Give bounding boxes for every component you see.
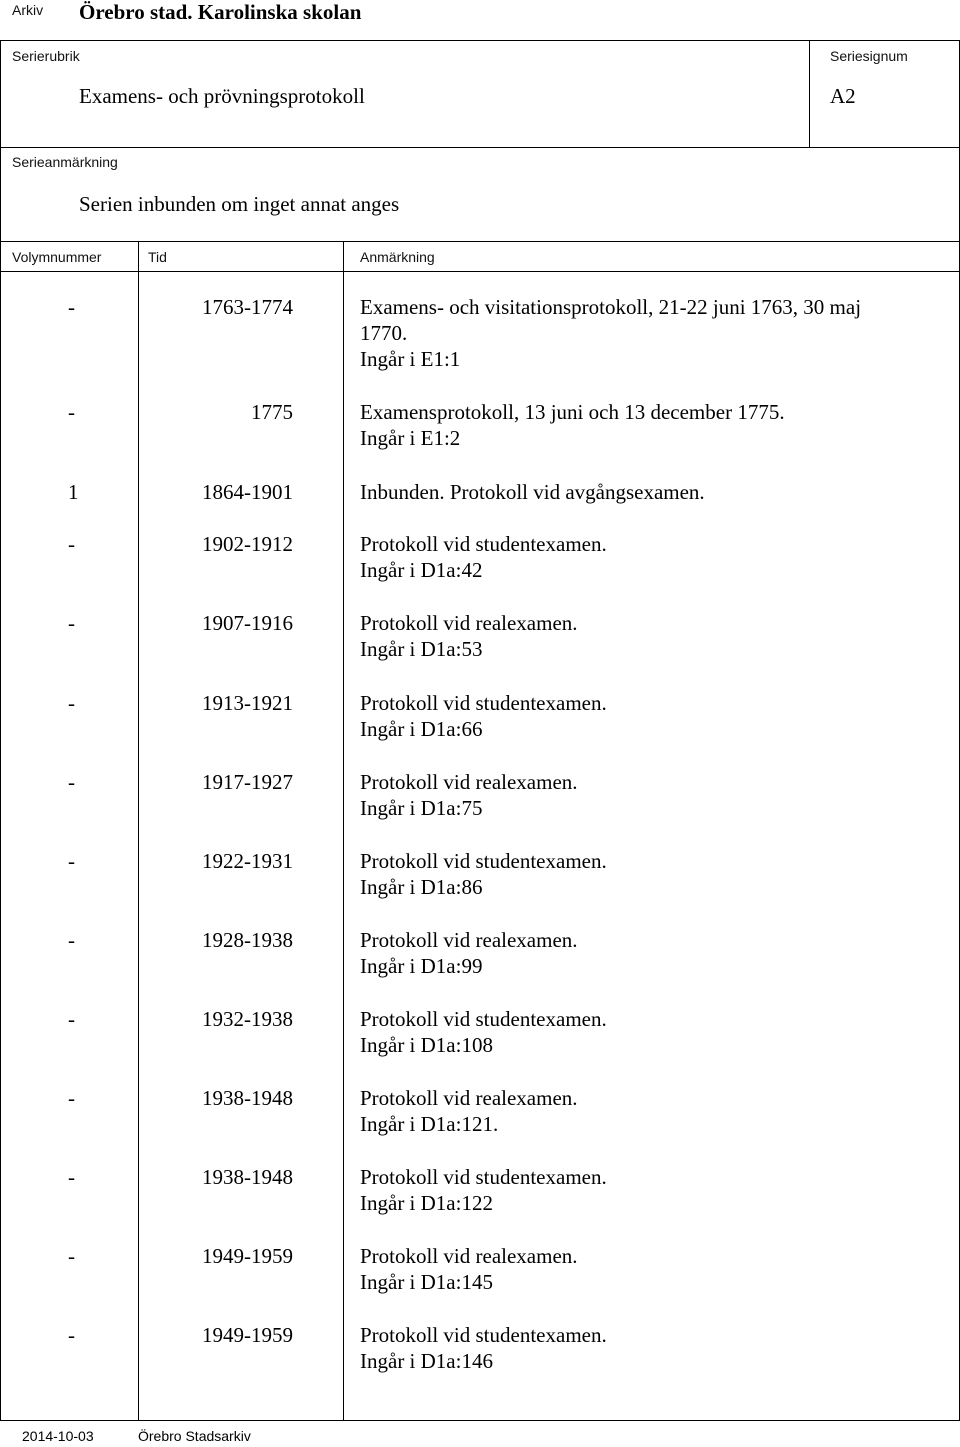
row-volymnummer-text: - xyxy=(68,532,75,556)
row-volymnummer-text: - xyxy=(68,1244,75,1268)
row-tid-text: 1932-1938 xyxy=(202,1007,293,1031)
row-tid-text: 1949-1959 xyxy=(202,1244,293,1268)
row-anmarkning-line: Inbunden. Protokoll vid avgångsexamen. xyxy=(360,480,705,504)
row-anmarkning xyxy=(360,399,920,451)
row-anmarkning-line: Ingår i D1a:122 xyxy=(360,1191,493,1215)
serierubrik-label: Serierubrik xyxy=(12,48,80,64)
row-volymnummer-text: - xyxy=(68,1165,75,1189)
columns-bottom-line xyxy=(0,271,960,272)
row-volymnummer-text: - xyxy=(68,928,75,952)
row-anmarkning-line: Ingår i D1a:42 xyxy=(360,558,483,582)
row-tid-text: 1864-1901 xyxy=(202,480,293,504)
row-volymnummer-text: - xyxy=(68,611,75,635)
seriesignum-label: Seriesignum xyxy=(830,48,908,64)
footer-organization: Örebro Stadsarkiv xyxy=(138,1428,251,1444)
row-anmarkning-line: Ingår i E1:2 xyxy=(360,426,461,450)
row-volymnummer-text: - xyxy=(68,770,75,794)
row-tid-text: 1902-1912 xyxy=(202,532,293,556)
row-anmarkning-line: Protokoll vid realexamen. xyxy=(360,928,578,952)
row-anmarkning-line: Protokoll vid realexamen. xyxy=(360,1086,578,1110)
row-anmarkning xyxy=(360,610,920,662)
row-volymnummer-text: - xyxy=(68,1323,75,1347)
row-tid-text: 1913-1921 xyxy=(202,691,293,715)
row-anmarkning-line: Protokoll vid realexamen. xyxy=(360,770,578,794)
row-anmarkning-line: Ingår i D1a:121. xyxy=(360,1112,499,1136)
row-tid-text: 1928-1938 xyxy=(202,928,293,952)
row-anmarkning-line: Ingår i E1:1 xyxy=(360,347,461,371)
row-anmarkning xyxy=(360,769,920,821)
row-anmarkning xyxy=(360,848,920,900)
row-volymnummer-text: - xyxy=(68,1007,75,1031)
row-anmarkning-line: Examens- och visitationsprotokoll, 21-22 juni 1763, 30 maj xyxy=(360,295,862,319)
row-anmarkning-line: Protokoll vid studentexamen. xyxy=(360,849,607,873)
row-tid-text: 1775 xyxy=(251,400,293,424)
row-volymnummer-text: - xyxy=(68,849,75,873)
row-anmarkning-line: Ingår i D1a:99 xyxy=(360,954,483,978)
row-tid-text: 1949-1959 xyxy=(202,1323,293,1347)
archive-title: Örebro stad. Karolinska skolan xyxy=(79,0,362,24)
row-anmarkning-line: Protokoll vid realexamen. xyxy=(360,1244,578,1268)
frame-top-line xyxy=(0,40,960,41)
row-anmarkning-line: Ingår i D1a:108 xyxy=(360,1033,493,1057)
row-volymnummer-text: - xyxy=(68,691,75,715)
row-anmarkning-line: Protokoll vid studentexamen. xyxy=(360,1007,607,1031)
footer-date: 2014-10-03 xyxy=(22,1428,94,1444)
seriesignum-value: A2 xyxy=(830,84,856,108)
row-anmarkning xyxy=(360,927,920,979)
row-volymnummer-text: 1 xyxy=(68,480,79,504)
signum-divider xyxy=(809,40,810,147)
column-header-volymnummer: Volymnummer xyxy=(12,249,102,265)
row-tid-text: 1917-1927 xyxy=(202,770,293,794)
row-anmarkning xyxy=(360,479,920,505)
column-header-anmarkning: Anmärkning xyxy=(360,249,435,265)
row-volymnummer-text: - xyxy=(68,400,75,424)
row-anmarkning-line: Ingår i D1a:145 xyxy=(360,1270,493,1294)
row-tid-text: 1938-1948 xyxy=(202,1086,293,1110)
row-anmarkning-line: Protokoll vid studentexamen. xyxy=(360,532,607,556)
row-volymnummer-text: - xyxy=(68,1086,75,1110)
row-anmarkning-line: Ingår i D1a:66 xyxy=(360,717,483,741)
row-anmarkning xyxy=(360,1085,920,1137)
row-anmarkning-line: 1770. xyxy=(360,321,408,345)
row-tid-text: 1922-1931 xyxy=(202,849,293,873)
vol-column-divider xyxy=(138,241,139,1420)
row-anmarkning-line: Ingår i D1a:53 xyxy=(360,637,483,661)
serieanmarkning-value: Serien inbunden om inget annat anges xyxy=(79,192,400,216)
row-anmarkning xyxy=(360,294,920,372)
row-anmarkning-line: Protokoll vid realexamen. xyxy=(360,611,578,635)
row-anmarkning xyxy=(360,690,920,742)
frame-left-line xyxy=(0,40,1,1420)
row-anmarkning-line: Protokoll vid studentexamen. xyxy=(360,691,607,715)
frame-bottom-line xyxy=(0,1420,960,1421)
row-volymnummer-text: - xyxy=(68,295,75,319)
row-anmarkning xyxy=(360,1322,920,1374)
row-tid-text: 1938-1948 xyxy=(202,1165,293,1189)
serieanmarkning-label: Serieanmärkning xyxy=(12,154,118,170)
row-anmarkning-line: Protokoll vid studentexamen. xyxy=(360,1165,607,1189)
row-anmarkning xyxy=(360,531,920,583)
row-anmarkning xyxy=(360,1006,920,1058)
series-divider xyxy=(0,147,960,148)
row-anmarkning xyxy=(360,1243,920,1295)
row-anmarkning xyxy=(360,1164,920,1216)
row-tid-text: 1907-1916 xyxy=(202,611,293,635)
column-header-tid: Tid xyxy=(148,249,167,265)
serierubrik-value: Examens- och prövningsprotokoll xyxy=(79,84,365,108)
row-anmarkning-line: Ingår i D1a:146 xyxy=(360,1349,493,1373)
row-anmarkning-line: Examensprotokoll, 13 juni och 13 december 1775. xyxy=(360,400,785,424)
row-anmarkning-line: Protokoll vid studentexamen. xyxy=(360,1323,607,1347)
row-tid-text: 1763-1774 xyxy=(202,295,293,319)
arkiv-label: Arkiv xyxy=(12,2,44,18)
columns-top-line xyxy=(0,241,960,242)
tid-column-divider xyxy=(343,241,344,1420)
row-anmarkning-line: Ingår i D1a:86 xyxy=(360,875,483,899)
row-anmarkning-line: Ingår i D1a:75 xyxy=(360,796,483,820)
